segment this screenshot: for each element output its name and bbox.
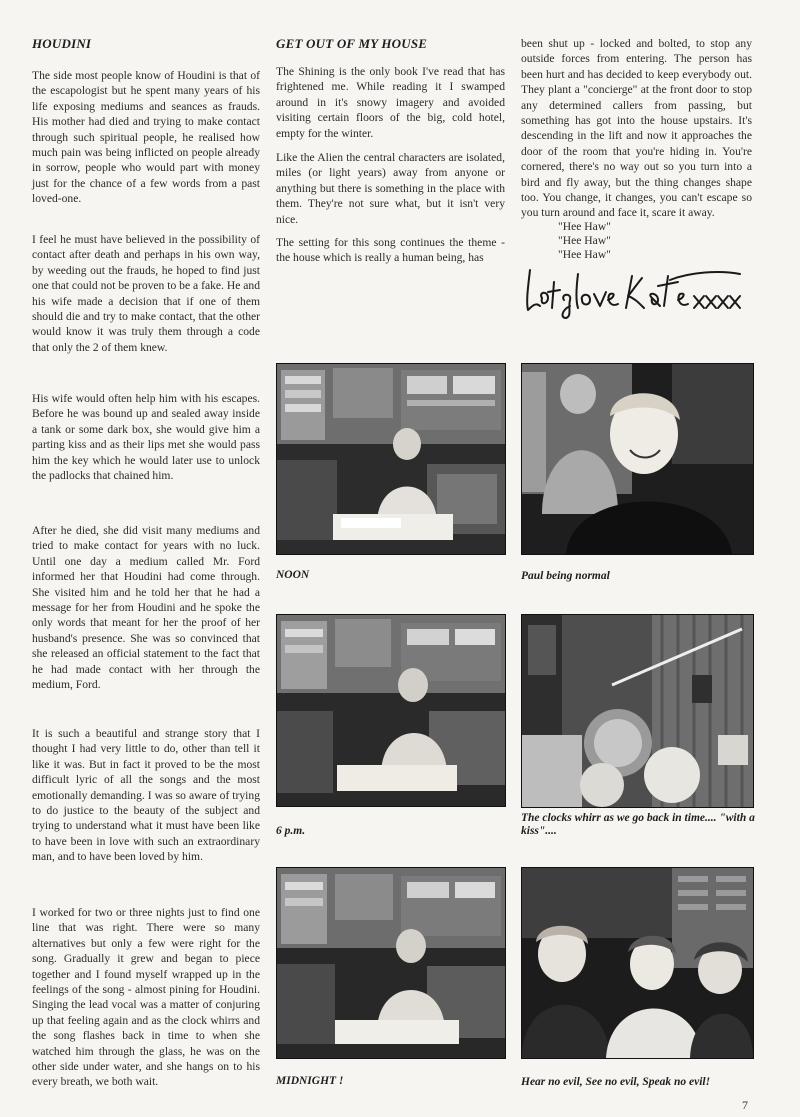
photo-6pm-studio [276, 614, 506, 807]
photo-midnight-studio [276, 867, 506, 1059]
houdini-paragraph-3: His wife would often help him with his escapes. Before he was bound up and sealed away inside a tank or some dark box, she would give him a parting kiss and as their lips met she would pass him the key which he would later use to unlock the padlocks that chained him. [32, 392, 260, 483]
hee-haw-line-1: "Hee Haw" [558, 220, 611, 233]
houdini-paragraph-4: After he died, she did visit many mediums and tried to make contact for years with no luck. Until one day a medium called Mr. Ford informed her that Houdini had come through. She visited him and he told her that he had a message for her from Houdini and he spoke the only words that meant for her the proof of her husband's presence. She was so convinced that she released an official statement to the fact that he had made contact with her through the medium, Ford. [32, 524, 260, 692]
get-out-paragraph-2: Like the Alien the central characters are isolated, miles (or light years) away from anyone or anything but there is something in the place with them. They're not sure what, but it isn't very nice. [276, 151, 505, 226]
photo-clocks-whirr [521, 614, 754, 808]
hee-haw-line-2: "Hee Haw" [558, 234, 611, 247]
caption-hear-no-evil: Hear no evil, See no evil, Speak no evil! [521, 1076, 711, 1088]
page-number: 7 [742, 1098, 748, 1112]
houdini-paragraph-1: The side most people know of Houdini is that of the escapologist but he spent many years of his life exposing mediums and seances as frauds. His mother had died and trying to make contact through such spiritual people, he realised how much pain was being inflicted on people already in sorrow, people who would part with money just for the chance of a few words from a past loved-one. [32, 69, 260, 206]
get-out-paragraph-1: The Shining is the only book I've read that has frightened me. While reading it I swamped around in it's snowy imagery and avoided visiting certain floors of the big, cold hotel, empty for the winter. [276, 65, 505, 140]
get-out-paragraph-3: The setting for this song continues the theme - the house which is really a human being, has [276, 236, 505, 265]
caption-paul-being-normal: Paul being normal [521, 570, 610, 582]
photo-paul-being-normal [521, 363, 754, 555]
houdini-paragraph-5: It is such a beautiful and strange story that I thought I had very little to do, other than tell it like it was. But in fact it proved to be the most difficult lyric of all the songs and the most emotionally demanding. I was so aware of trying to do justice to the beauty of the subject and trying to understand what it must have been like to have been in love with such an extraordinary man, and to have been loved by him. [32, 727, 260, 864]
houdini-paragraph-6: I worked for two or three nights just to find one line that was right. There were so many alternatives but only a few were right for the song. Gradually it grew and began to piece together and I found myself wrapped up in the feelings of the song - almost pining for Houdini. Singing the lead vocal was a matter of conjuring up that feeling again and as the clock whirrs and the song flashes back in time to when she watched him through the glass, he was on the other side under water, and she hangs on to his every breath, we both wait. [32, 906, 260, 1089]
kate-signature [520, 262, 750, 320]
hee-haw-line-3: "Hee Haw" [558, 248, 611, 261]
caption-6pm: 6 p.m. [276, 825, 306, 837]
caption-midnight: MIDNIGHT ! [276, 1075, 344, 1087]
houdini-heading: HOUDINI [32, 36, 92, 51]
get-out-heading: GET OUT OF MY HOUSE [276, 36, 428, 51]
caption-noon: NOON [276, 569, 310, 581]
photo-noon-studio [276, 363, 506, 555]
get-out-continued-paragraph: been shut up - locked and bolted, to stop any outside forces from entering. The person has been hurt and has decided to keep everybody out. They plant a "concierge" at the front door to stop any determined callers from passing, but something has got into the house upstairs. It's descending in the lift and now it approaches the door of the room that you're hiding in. You're cornered, there's no way out so you turn into a bird and fly away, but the thing changes shape too. You change, it changes, you can't escape so you turn around and face it, scare it away. [521, 37, 752, 220]
caption-clocks-whirr: The clocks whirr as we go back in time.... "with a kiss".... [521, 812, 755, 837]
photo-hear-no-evil [521, 867, 754, 1059]
houdini-paragraph-2: I feel he must have believed in the possibility of contact after death and perhaps in his own way, by weeding out the frauds, he hoped to find just one that could not be proven to be a fake. He and his wife made a decision that if one of them should die and try to make contact, that the other would know it was truly them through a code that only the 2 of them knew. [32, 233, 260, 354]
